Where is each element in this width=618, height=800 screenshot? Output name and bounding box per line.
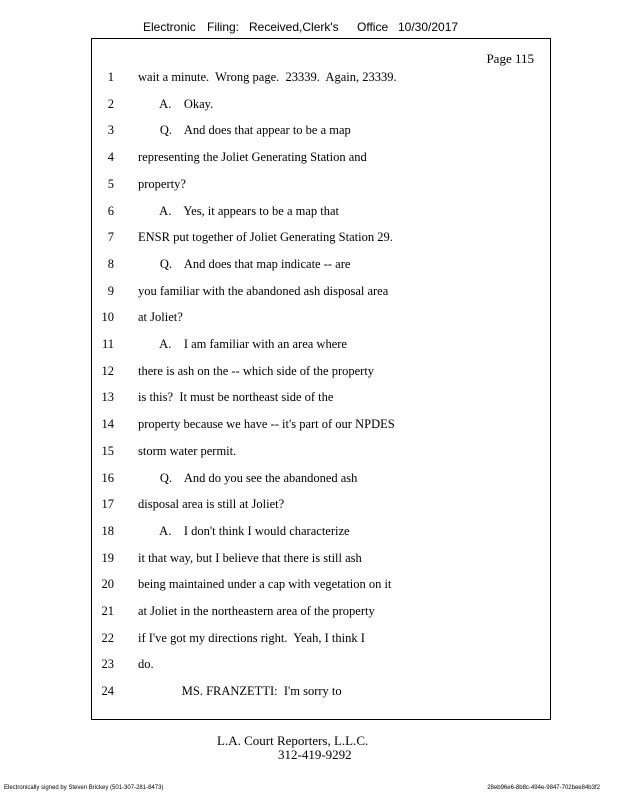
transcript-line <box>92 682 550 700</box>
transcript-line <box>92 495 550 513</box>
transcript-line <box>92 202 550 220</box>
line-number: 6 <box>107 203 114 218</box>
transcript-line <box>92 629 550 647</box>
line-text: property? <box>138 176 186 191</box>
line-text: disposal area is still at Joliet? <box>138 497 285 512</box>
header-date: 10/30/2017 <box>398 20 459 34</box>
line-text: if I've got my directions right. Yeah, I think I <box>138 630 365 645</box>
line-text: at Joliet? <box>138 310 183 325</box>
line-number: 5 <box>107 176 114 191</box>
document-hash: 28eb96e6-8b8c-494e-9847-702bee84b3f2 <box>487 785 600 791</box>
page-number: Page 115 <box>486 51 534 66</box>
line-text: A. I don't think I would characterize <box>138 523 350 538</box>
transcript-line <box>92 655 550 673</box>
footer-phone: 312-419-9292 <box>278 747 352 762</box>
electronic-signature: Electronically signed by Steven Brickey (501-307-281-8473) <box>4 785 164 791</box>
transcript-line <box>92 308 550 326</box>
line-text: it that way, but I believe that there is still ash <box>138 550 362 565</box>
header-electronic: Electronic <box>143 20 196 34</box>
header-filing: Filing: <box>207 20 240 34</box>
footer-company: L.A. Court Reporters, L.L.C. <box>217 733 369 748</box>
header-received: Received,Clerk's <box>249 20 339 34</box>
transcript-line <box>92 228 550 246</box>
line-text: A. Yes, it appears to be a map that <box>138 203 340 218</box>
transcript-line <box>92 175 550 193</box>
line-number: 21 <box>101 604 114 618</box>
line-number: 12 <box>101 363 114 378</box>
line-number: 11 <box>101 337 114 351</box>
transcript-line <box>92 282 550 300</box>
transcript-line <box>92 335 550 353</box>
line-number: 4 <box>107 150 114 165</box>
line-number: 17 <box>101 497 114 512</box>
line-text: A. I am familiar with an area where <box>138 337 347 351</box>
transcript-line <box>92 442 550 460</box>
line-number: 1 <box>107 70 114 84</box>
header-office: Office <box>357 20 389 34</box>
transcript-line <box>92 469 550 487</box>
line-number: 14 <box>101 417 114 432</box>
line-number: 3 <box>107 123 114 138</box>
line-text: at Joliet in the northeastern area of the property <box>138 604 375 618</box>
line-number: 24 <box>101 684 114 699</box>
line-text: Q. And does that appear to be a map <box>138 123 351 138</box>
line-text: property because we have -- it's part of our NPDES <box>138 417 395 432</box>
transcript-line <box>92 388 550 406</box>
transcript-line <box>92 415 550 433</box>
line-number: 18 <box>101 523 114 538</box>
transcript-line <box>92 148 550 166</box>
transcript-line <box>92 95 550 113</box>
line-text: being maintained under a cap with vegetation on it <box>138 577 392 592</box>
transcript-line <box>92 575 550 593</box>
line-text: storm water permit. <box>138 443 237 458</box>
transcript-line <box>92 602 550 620</box>
line-text: representing the Joliet Generating Station and <box>138 150 367 165</box>
line-text: is this? It must be northeast side of the <box>138 390 334 405</box>
line-text: do. <box>138 657 154 672</box>
transcript-line <box>92 549 550 567</box>
line-number: 23 <box>101 657 114 672</box>
line-text: wait a minute. Wrong page. 23339. Again, 23339. <box>138 70 397 84</box>
line-number: 20 <box>101 577 114 592</box>
line-number: 19 <box>101 550 114 565</box>
filing-header <box>0 20 618 38</box>
transcript-line <box>92 362 550 380</box>
transcript-line <box>92 68 550 86</box>
line-text: you familiar with the abandoned ash disposal area <box>138 283 389 298</box>
transcript-line <box>92 121 550 139</box>
transcript-page <box>91 38 551 720</box>
line-number: 13 <box>101 390 114 405</box>
line-number: 10 <box>101 310 114 325</box>
line-number: 8 <box>107 256 114 271</box>
line-text: ENSR put together of Joliet Generating Station 29. <box>138 230 393 245</box>
line-number: 2 <box>107 96 114 111</box>
line-number: 15 <box>101 443 114 458</box>
line-text: Q. And do you see the abandoned ash <box>138 470 358 485</box>
line-number: 22 <box>101 630 114 645</box>
line-text: there is ash on the -- which side of the property <box>138 363 375 378</box>
transcript-line <box>92 522 550 540</box>
line-number: 16 <box>101 470 114 485</box>
line-text: Q. And does that map indicate -- are <box>138 256 351 271</box>
line-text: A. Okay. <box>138 96 214 111</box>
line-text: MS. FRANZETTI: I'm sorry to <box>138 684 342 699</box>
line-number: 7 <box>107 230 114 245</box>
line-number: 9 <box>107 283 114 298</box>
transcript-line <box>92 255 550 273</box>
